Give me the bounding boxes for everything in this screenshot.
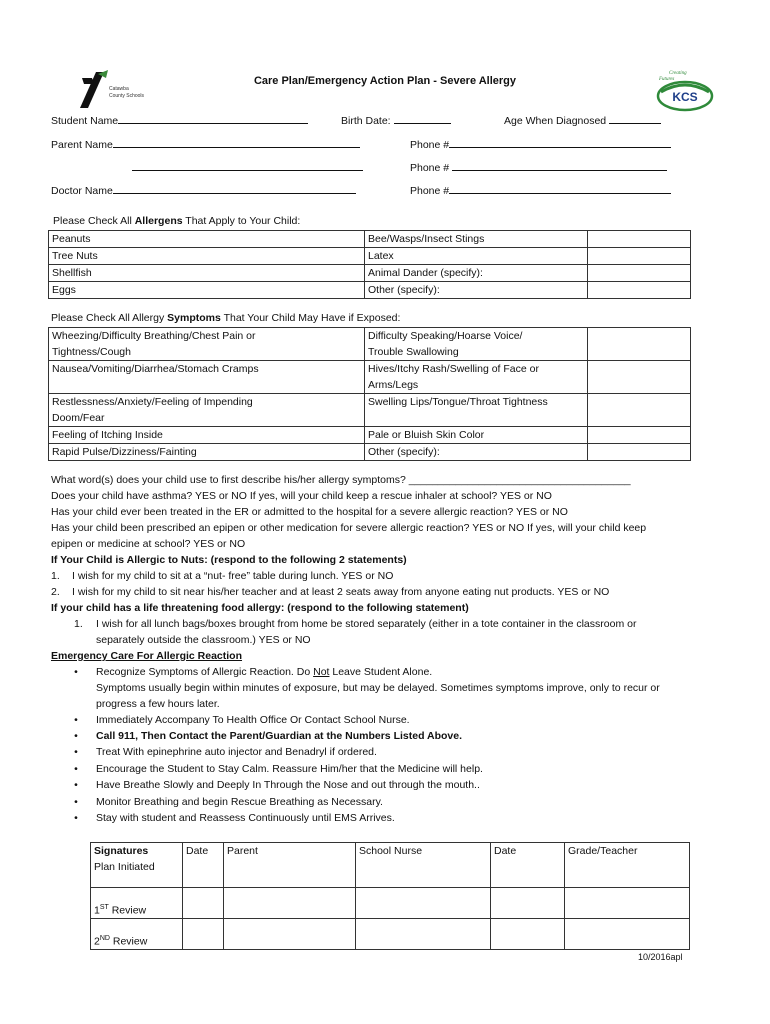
signature-cell[interactable]	[565, 888, 690, 919]
question-allergy-words[interactable]: What word(s) does your child use to first describe his/her allergy symptoms? ______________________________________	[51, 474, 631, 486]
question-epipen[interactable]: Has your child been prescribed an epipen or other medication for severe allergic reaction? YES or NO If yes, will your child keep	[51, 522, 647, 534]
nuts-item-1-num: 1.	[51, 570, 60, 582]
symptom-check-cell[interactable]	[588, 361, 691, 394]
phone-1-label: Phone #	[410, 139, 450, 151]
food-item-1[interactable]: I wish for all lunch bags/boxes brought from home be stored separately (either in a tote container in the classroom or	[96, 618, 637, 630]
signatures-table	[90, 842, 690, 950]
phone-1-field[interactable]	[410, 136, 671, 151]
symptom-cell[interactable]: Swelling Lips/Tongue/Throat Tightness	[365, 394, 588, 427]
symptom-cell[interactable]: Rapid Pulse/Dizziness/Fainting	[49, 444, 365, 461]
symptom-cell[interactable]: Difficulty Speaking/Hoarse Voice/ Trouble Swallowing	[365, 328, 588, 361]
question-er[interactable]: Has your child ever been treated in the ER or admitted to the hospital for a severe allergic reaction? YES or NO	[51, 506, 568, 518]
symptom-row	[49, 394, 691, 427]
allergen-row	[49, 265, 691, 282]
student-name-label: Student Name	[51, 115, 119, 127]
student-name-line[interactable]	[118, 112, 308, 124]
bullet-icon: •	[74, 714, 78, 726]
symptom-row	[49, 361, 691, 394]
bullet-icon: •	[74, 779, 78, 791]
phone-2-label: Phone #	[410, 162, 450, 174]
signature-cell[interactable]	[565, 919, 690, 950]
parent-name-line-2[interactable]	[132, 159, 363, 174]
allergens-prompt: Please Check All Allergens That Apply to Your Child:	[53, 215, 301, 227]
signatures-header-cell: Parent	[224, 843, 356, 888]
signature-cell[interactable]	[356, 919, 491, 950]
phone-3-label: Phone #	[410, 185, 450, 197]
emergency-step-8: Stay with student and Reassess Continuously until EMS Arrives.	[96, 812, 395, 824]
parent-name-label: Parent Name	[51, 139, 113, 151]
review-1-label: 1ST Review	[91, 888, 183, 919]
symptom-cell[interactable]: Pale or Bluish Skin Color	[365, 427, 588, 444]
signature-cell[interactable]	[224, 919, 356, 950]
doctor-name-label: Doctor Name	[51, 185, 113, 197]
allergen-cell[interactable]: Other (specify):	[365, 282, 588, 299]
symptom-cell[interactable]: Feeling of Itching Inside	[49, 427, 365, 444]
age-diagnosed-line[interactable]	[609, 112, 661, 124]
form-title: Care Plan/Emergency Action Plan - Severe Allergy	[253, 75, 517, 87]
birth-date-field[interactable]	[341, 112, 451, 127]
nuts-item-2-num: 2.	[51, 586, 60, 598]
food-item-1-num: 1.	[74, 618, 83, 630]
birth-date-line[interactable]	[394, 112, 451, 124]
doctor-name-field[interactable]	[51, 182, 356, 197]
allergen-row	[49, 231, 691, 248]
nuts-item-2[interactable]: I wish for my child to sit near his/her teacher and at least 2 seats away from anyone eating nut products. YES or NO	[72, 586, 610, 598]
emergency-step-3: Call 911, Then Contact the Parent/Guardian at the Numbers Listed Above.	[96, 730, 463, 742]
symptom-check-cell[interactable]	[588, 444, 691, 461]
signature-cell[interactable]	[491, 919, 565, 950]
allergen-row	[49, 282, 691, 299]
signature-cell[interactable]	[183, 919, 224, 950]
symptom-cell[interactable]: Nausea/Vomiting/Diarrhea/Stomach Cramps	[49, 361, 365, 394]
allergen-cell[interactable]: Bee/Wasps/Insect Stings	[365, 231, 588, 248]
allergen-cell[interactable]: Eggs	[49, 282, 365, 299]
symptom-cell[interactable]: Other (specify):	[365, 444, 588, 461]
birth-date-label: Birth Date:	[341, 115, 391, 127]
parent-name-line[interactable]	[113, 136, 360, 148]
signature-cell[interactable]	[491, 888, 565, 919]
symptom-check-cell[interactable]	[588, 394, 691, 427]
food-allergy-heading: If your child has a life threatening food allergy: (respond to the following statement)	[51, 602, 469, 614]
allergen-row	[49, 248, 691, 265]
allergens-table	[48, 230, 691, 299]
signatures-header-cell: Date	[491, 843, 565, 888]
bullet-icon: •	[74, 666, 78, 678]
phone-1-line[interactable]	[449, 136, 671, 148]
signatures-header-cell: Date	[183, 843, 224, 888]
signatures-header-cell: Signatures Plan Initiated	[91, 843, 183, 888]
symptom-row	[49, 444, 691, 461]
bullet-icon: •	[74, 812, 78, 824]
svg-text:County Schools: County Schools	[109, 93, 145, 99]
svg-text:KCS: KCS	[672, 90, 698, 104]
bullet-icon: •	[74, 796, 78, 808]
allergen-cell[interactable]: Peanuts	[49, 231, 365, 248]
symptoms-prompt: Please Check All Allergy Symptoms That Your Child May Have if Exposed:	[51, 312, 401, 324]
allergen-check-cell[interactable]	[588, 265, 691, 282]
emergency-step-1: Recognize Symptoms of Allergic Reaction. Do Not Leave Student Alone.	[96, 666, 433, 678]
food-item-1-cont[interactable]: separately outside the classroom.) YES or NO	[96, 634, 311, 646]
question-epipen-cont[interactable]: epipen or medicine at school? YES or NO	[51, 538, 246, 550]
plan-initiated-label: Plan Initiated	[94, 861, 155, 873]
nuts-item-1[interactable]: I wish for my child to sit at a “nut- free” table during lunch. YES or NO	[72, 570, 394, 582]
phone-3-line[interactable]	[449, 182, 671, 194]
phone-3-field[interactable]	[410, 182, 671, 197]
review-2-label: 2ND Review	[91, 919, 183, 950]
svg-text:Futures: Futures	[659, 77, 675, 82]
phone-2-field[interactable]	[410, 159, 667, 174]
signature-cell[interactable]	[183, 888, 224, 919]
signatures-row	[91, 919, 690, 950]
allergen-check-cell[interactable]	[588, 282, 691, 299]
emergency-step-7: Monitor Breathing and begin Rescue Breathing as Necessary.	[96, 796, 383, 808]
symptom-row	[49, 427, 691, 444]
signatures-header-cell: Grade/Teacher	[565, 843, 690, 888]
allergen-cell[interactable]: Latex	[365, 248, 588, 265]
symptom-cell[interactable]: Restlessness/Anxiety/Feeling of Impending Doom/Fear	[49, 394, 365, 427]
doctor-name-line[interactable]	[113, 182, 356, 194]
symptom-check-cell[interactable]	[588, 427, 691, 444]
allergen-check-cell[interactable]	[588, 231, 691, 248]
emergency-step-5: Encourage the Student to Stay Calm. Reassure Him/her that the Medicine will help.	[96, 763, 483, 775]
bullet-icon: •	[74, 730, 78, 742]
signature-cell[interactable]	[224, 888, 356, 919]
student-name-field[interactable]	[51, 112, 308, 127]
question-asthma[interactable]: Does your child have asthma? YES or NO If yes, will your child keep a rescue inhaler at school? YES or NO	[51, 490, 552, 502]
symptom-row	[49, 328, 691, 361]
emergency-step-1-detail-2: progress a few hours later.	[96, 698, 220, 710]
allergen-cell[interactable]: Animal Dander (specify):	[365, 265, 588, 282]
symptoms-table	[48, 327, 691, 461]
bullet-icon: •	[74, 763, 78, 775]
emergency-step-2: Immediately Accompany To Health Office Or Contact School Nurse.	[96, 714, 410, 726]
nuts-heading: If Your Child is Allergic to Nuts: (respond to the following 2 statements)	[51, 554, 407, 566]
svg-text:Catawba: Catawba	[109, 86, 129, 92]
allergen-cell[interactable]: Shellfish	[49, 265, 365, 282]
emergency-step-4: Treat With epinephrine auto injector and Benadryl if ordered.	[96, 746, 377, 758]
form-version-code: 10/2016apl	[638, 952, 683, 962]
phone-2-line[interactable]	[452, 159, 667, 171]
emergency-step-6: Have Breathe Slowly and Deeply In Through the Nose and out through the mouth..	[96, 779, 480, 791]
allergen-check-cell[interactable]	[588, 248, 691, 265]
allergen-cell[interactable]: Tree Nuts	[49, 248, 365, 265]
emergency-care-heading: Emergency Care For Allergic Reaction	[51, 650, 243, 662]
svg-text:Creating: Creating	[669, 71, 687, 76]
signatures-header-cell: School Nurse	[356, 843, 491, 888]
age-diagnosed-field[interactable]	[504, 112, 661, 127]
age-diagnosed-label: Age When Diagnosed	[504, 115, 607, 127]
signature-cell[interactable]	[356, 888, 491, 919]
bullet-icon: •	[74, 746, 78, 758]
signatures-row	[91, 888, 690, 919]
emergency-step-1-detail: Symptoms usually begin within minutes of exposure, but may be delayed. Sometimes symptoms improve, only to recur or	[96, 682, 660, 694]
signatures-header-row	[91, 843, 690, 888]
parent-name-field[interactable]	[51, 136, 360, 151]
symptom-cell[interactable]: Hives/Itchy Rash/Swelling of Face or Arms/Legs	[365, 361, 588, 394]
symptom-cell[interactable]: Wheezing/Difficulty Breathing/Chest Pain or Tightness/Cough	[49, 328, 365, 361]
symptom-check-cell[interactable]	[588, 328, 691, 361]
